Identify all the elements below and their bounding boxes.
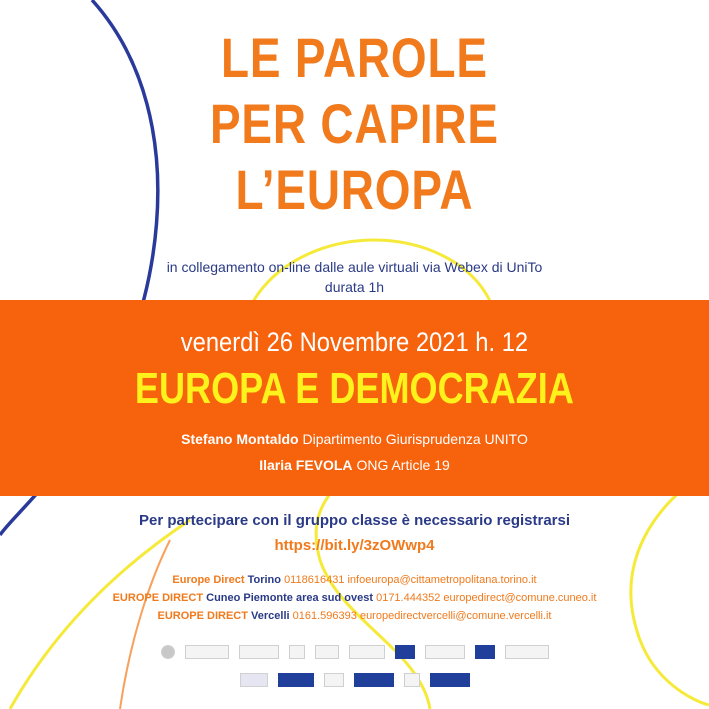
eu-partner-logo [315,645,339,659]
contact-vercelli [0,609,709,623]
contact-1-details: 0118616431 infoeuropa@cittametropolitana.torino.it [284,574,537,586]
europe-direct-logo [430,673,470,687]
speaker-2-affiliation: ONG Article 19 [356,457,450,473]
title-line-1: LE PAROLE [221,26,488,89]
city-crest-logo [404,673,420,687]
contact-3-details: 0161.596393 europedirectvercelli@comune.vercelli.it [292,610,552,622]
event-date: venerdì 26 Novembre 2021 h. 12 [180,327,529,357]
contact-3-place: Vercelli [251,610,290,622]
europe-direct-logo [505,645,549,659]
contact-2-details: 0171.444352 europedirect@comune.cuneo.it [376,592,597,604]
contact-torino [0,573,709,587]
eu-flag-logo [475,645,495,659]
yellow-curve-right [631,470,709,705]
event-topic: EUROPA E DEMOCRAZIA [134,364,574,413]
speaker-1-name: Stefano Montaldo [181,431,299,447]
partner-logo [425,645,465,659]
speaker-1-affiliation: Dipartimento Giurisprudenza UNITO [302,431,528,447]
speaker-2 [0,456,709,474]
europe-direct-logo [354,673,394,687]
contact-1-org: Europe Direct [172,574,245,586]
partner-logos-row-2 [0,673,709,687]
title-line-3: L’EUROPA [235,158,474,221]
department-logo [239,645,279,659]
contact-cuneo [0,591,709,605]
university-seal-logo [161,645,175,659]
partner-logos-row-1 [0,645,709,659]
contact-2-place: Cuneo Piemonte area sud ovest [206,592,374,604]
speaker-1 [0,430,709,448]
title-line-2: PER CAPIRE [209,92,499,155]
city-crest-logo [324,673,344,687]
contact-3-org: EUROPE DIRECT [157,610,248,622]
europe-direct-logo [278,673,314,687]
partner-logo [289,645,305,659]
subtitle-line-1: in collegamento on-line dalle aule virtuali via Webex di UniTo [166,259,543,275]
city-logo [240,673,268,687]
speaker-2-name: Ilaria FEVOLA [259,457,353,473]
university-logo [185,645,229,659]
contact-2-org: EUROPE DIRECT [112,592,204,604]
partner-logo [349,645,385,659]
registration-link[interactable]: https://bit.ly/3zOWwp4 [274,537,435,554]
registration-text: Per partecipare con il gruppo classe è necessario registrarsi [138,512,571,529]
eu-flag-logo [395,645,415,659]
subtitle-line-2: durata 1h [324,279,385,295]
contact-1-place: Torino [247,574,281,586]
